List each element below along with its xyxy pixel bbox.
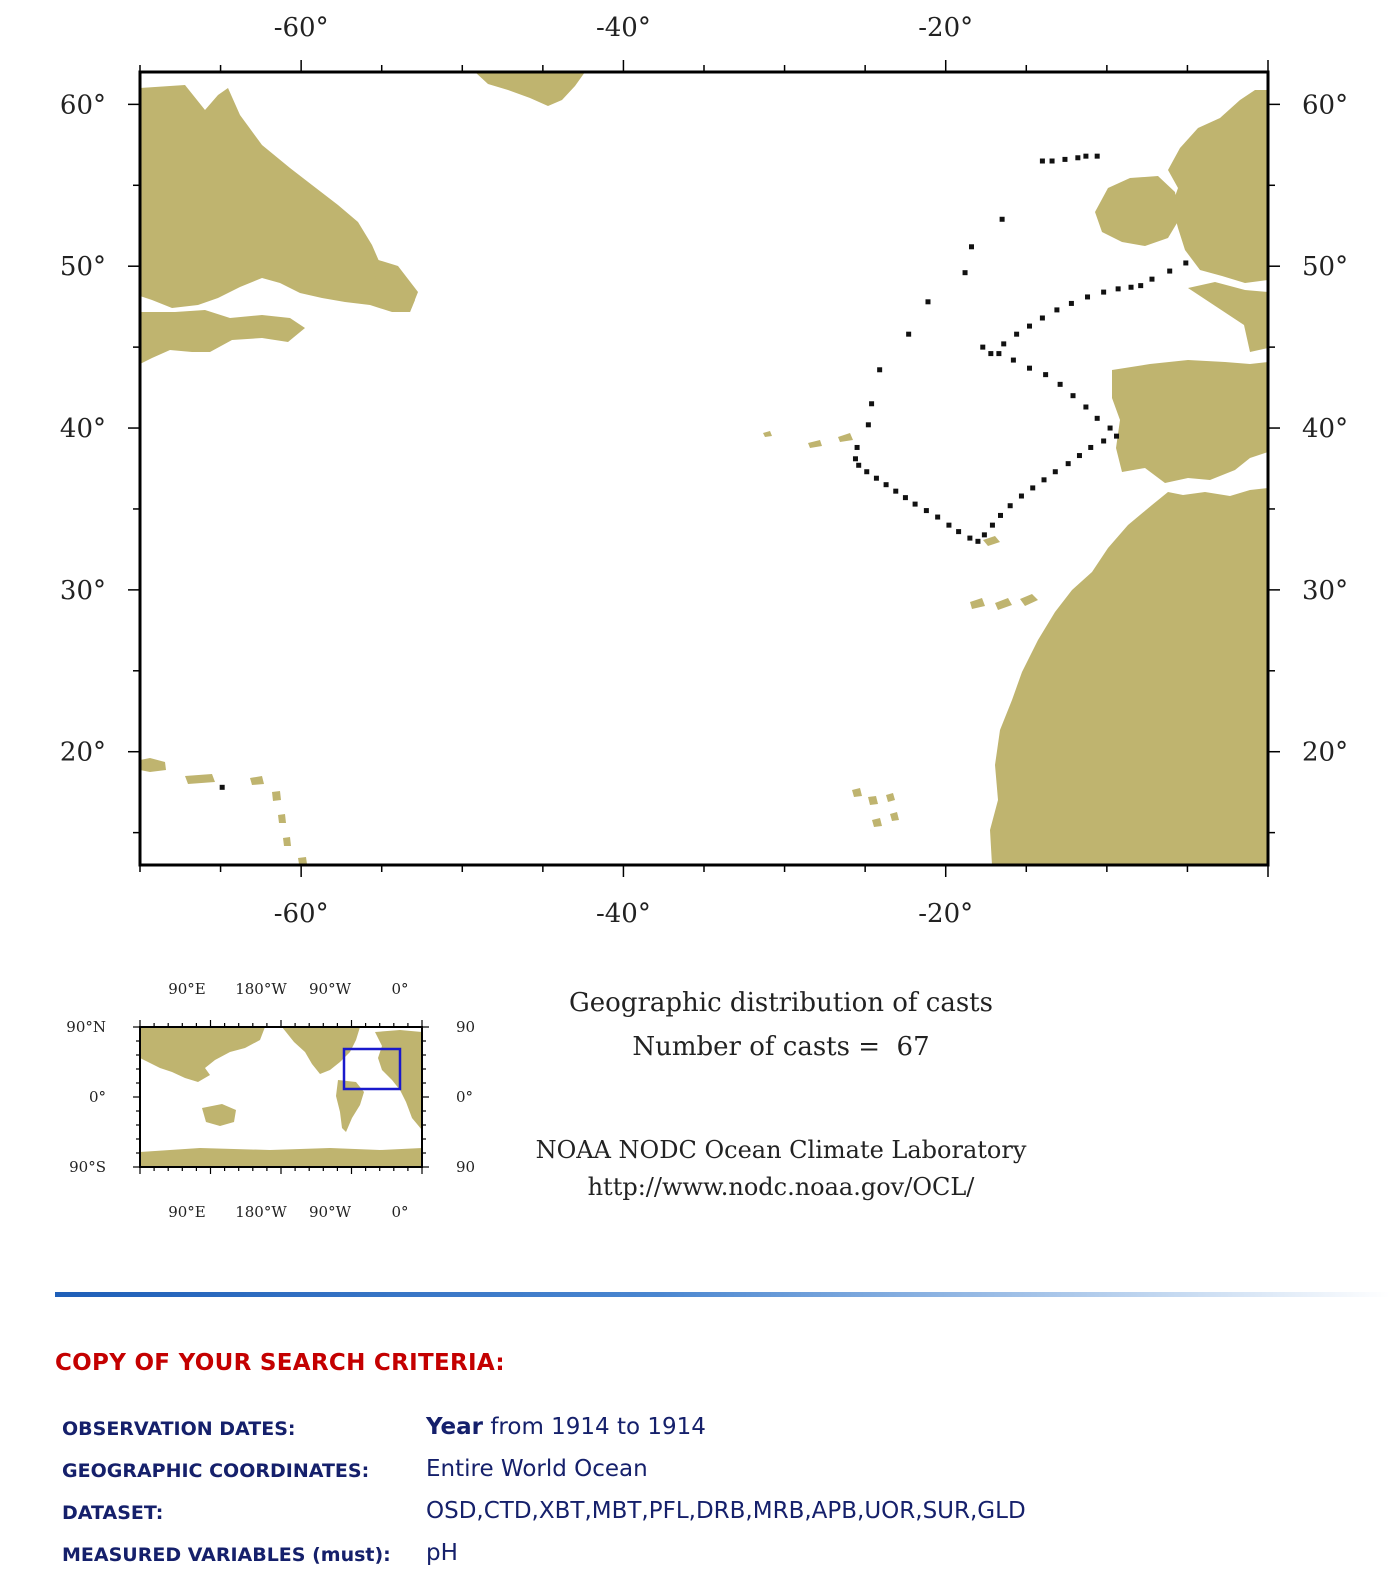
cast-point (1030, 485, 1035, 490)
cast-point (1083, 405, 1088, 410)
cast-point (1058, 382, 1063, 387)
cast-point (856, 463, 861, 468)
cast-point (990, 523, 995, 528)
land-madeira (983, 536, 1000, 546)
cast-point (1071, 393, 1076, 398)
cast-point (1054, 307, 1059, 312)
inset-label-bottom: 90°W (308, 1203, 352, 1221)
inset-label-top: 180°W (235, 980, 287, 998)
cast-point (998, 513, 1003, 518)
lon-label-top: -20° (918, 13, 974, 43)
land-great-britain (1168, 90, 1268, 283)
criteria-value: pH (426, 1540, 458, 1566)
cast-point (956, 529, 961, 534)
inset-label-bottom: 180°W (235, 1203, 287, 1221)
cast-point (874, 476, 879, 481)
cast-point (913, 502, 918, 507)
cast-point (1008, 503, 1013, 508)
land-caribbean (140, 758, 307, 864)
cast-point (988, 351, 993, 356)
section-divider (55, 1292, 1390, 1297)
inset-land-asia (140, 1027, 265, 1082)
cast-point (869, 401, 874, 406)
criteria-value-text: from 1914 to 1914 (483, 1414, 706, 1440)
inset-label-left: 90°N (66, 1018, 106, 1036)
map-title: Geographic distribution of casts (569, 988, 993, 1018)
cast-point (220, 785, 225, 790)
cast-point (1027, 324, 1032, 329)
cast-point (1116, 286, 1121, 291)
cast-point (1101, 290, 1106, 295)
lat-label-right: 60° (1302, 90, 1349, 121)
cast-point (1040, 159, 1045, 164)
cast-point (980, 345, 985, 350)
cast-point (1062, 157, 1067, 162)
cast-point (996, 351, 1001, 356)
cast-point (975, 539, 980, 544)
organization-name: NOAA NODC Ocean Climate Laboratory (535, 1136, 1027, 1164)
cast-point (1095, 416, 1100, 421)
cast-point (1050, 159, 1055, 164)
criteria-value: Entire World Ocean (426, 1456, 648, 1482)
cast-point (967, 536, 972, 541)
lon-label-bottom: -20° (918, 899, 974, 929)
cast-point (884, 482, 889, 487)
cast-point (853, 456, 858, 461)
lon-label-bottom: -40° (595, 899, 651, 929)
lat-label-left: 20° (59, 737, 106, 768)
lat-label-right: 50° (1302, 252, 1349, 283)
cast-point (1075, 155, 1080, 160)
lat-label-left: 60° (59, 90, 106, 121)
land-ireland (1095, 176, 1180, 246)
figure-caption (536, 988, 1027, 1201)
inset-label-top: 0° (391, 980, 409, 998)
cast-point (1101, 438, 1106, 443)
cast-point (946, 523, 951, 528)
inset-label-top: 90°W (308, 980, 352, 998)
cast-point (935, 515, 940, 520)
cast-point (1040, 315, 1045, 320)
lat-label-right: 30° (1302, 575, 1349, 606)
inset-label-right: 90 (456, 1018, 476, 1036)
cast-point (1095, 154, 1100, 159)
cast-point (1069, 301, 1074, 306)
land-iberia (1112, 360, 1268, 483)
cast-point (1043, 372, 1048, 377)
inset-land-australia (202, 1104, 236, 1126)
search-criteria-heading: COPY OF YOUR SEARCH CRITERIA: (55, 1350, 505, 1376)
cast-point (906, 332, 911, 337)
cast-point (893, 489, 898, 494)
land-labrador (140, 85, 415, 312)
criteria-value (426, 1414, 706, 1440)
lon-label-bottom: -60° (273, 899, 329, 929)
cast-count: Number of casts = 67 (632, 1032, 930, 1062)
inset-label-bottom: 90°E (168, 1203, 206, 1221)
cast-point (864, 469, 869, 474)
inset-label-right: 90 (456, 1158, 476, 1176)
criteria-label: MEASURED VARIABLES (must): (62, 1544, 391, 1566)
main-map-land (140, 72, 1268, 865)
land-maritimes (140, 310, 305, 364)
land-greenland-tip (475, 72, 585, 106)
cast-point (1129, 285, 1134, 290)
criteria-label: OBSERVATION DATES: (62, 1418, 296, 1440)
cast-point (855, 445, 860, 450)
cast-point (1138, 283, 1143, 288)
main-map (60, 13, 1348, 929)
lat-label-left: 30° (59, 575, 106, 606)
cast-point (1167, 269, 1172, 274)
criteria-label: GEOGRAPHIC COORDINATES: (62, 1460, 370, 1482)
inset-label-bottom: 0° (391, 1203, 409, 1221)
cast-point (1000, 217, 1005, 222)
cast-point (963, 270, 968, 275)
lat-label-left: 40° (59, 414, 106, 445)
inset-label-right: 0° (456, 1088, 474, 1106)
organization-url: http://www.nodc.noaa.gov/OCL/ (587, 1173, 975, 1201)
inset-label-top: 90°E (168, 980, 206, 998)
criteria-value: OSD,CTD,XBT,MBT,PFL,DRB,MRB,APB,UOR,SUR,GLD (426, 1498, 1026, 1524)
cast-point (1066, 461, 1071, 466)
cast-point (1149, 277, 1154, 282)
lon-label-top: -60° (273, 13, 329, 43)
cast-point (1042, 477, 1047, 482)
cast-point (1001, 341, 1006, 346)
lat-label-left: 50° (59, 252, 106, 283)
cast-point (1088, 445, 1093, 450)
lon-label-top: -40° (595, 13, 651, 43)
cast-point (1014, 332, 1019, 337)
cast-point (877, 367, 882, 372)
land-france (1188, 282, 1268, 352)
criteria-value-bold: Year (426, 1414, 484, 1440)
inset-map (66, 980, 475, 1221)
cast-point (1019, 494, 1024, 499)
land-cape-verde (852, 788, 899, 827)
lat-label-right: 20° (1302, 737, 1349, 768)
cast-point (1083, 154, 1088, 159)
criteria-label: DATASET: (62, 1502, 164, 1524)
land-africa (990, 488, 1268, 865)
cast-point (924, 508, 929, 513)
inset-land-north-america (282, 1027, 360, 1074)
cast-point (1011, 358, 1016, 363)
inset-land-antarctica (140, 1148, 422, 1167)
cast-point (1183, 260, 1188, 265)
inset-label-left: 90°S (69, 1158, 106, 1176)
cast-point (969, 244, 974, 249)
cast-point (1114, 434, 1119, 439)
cast-point (1077, 453, 1082, 458)
cast-point (1053, 469, 1058, 474)
cast-point (903, 495, 908, 500)
inset-label-left: 0° (88, 1088, 106, 1106)
cast-point (1027, 366, 1032, 371)
land-canary-islands (970, 594, 1038, 610)
cast-point (866, 422, 871, 427)
cast-point (925, 299, 930, 304)
lat-label-right: 40° (1302, 414, 1349, 445)
cast-point (982, 532, 987, 537)
land-azores (763, 431, 853, 448)
cast-point (1108, 426, 1113, 431)
inset-land-europe-africa (375, 1030, 422, 1130)
cast-point (1085, 294, 1090, 299)
